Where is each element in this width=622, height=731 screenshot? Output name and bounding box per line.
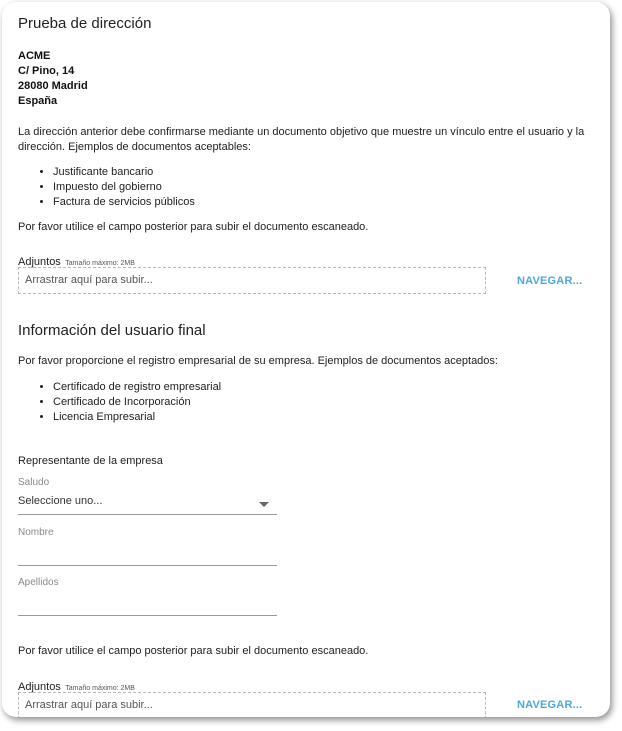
enduser-upload-note: Por favor utilice el campo posterior para subir el documento escaneado. bbox=[18, 645, 369, 657]
salutation-value: Seleccione uno... bbox=[18, 495, 103, 507]
address-block bbox=[18, 49, 88, 109]
last-name-field[interactable] bbox=[18, 597, 277, 616]
max-size-label: Tamaño máximo: 2MB bbox=[65, 685, 135, 692]
dropzone-placeholder: Arrastrar aquí para subir... bbox=[25, 274, 153, 286]
last-name-label: Apellidos bbox=[18, 577, 59, 588]
proof-browse-button[interactable]: NAVEGAR... bbox=[517, 275, 583, 287]
chevron-down-icon bbox=[259, 502, 269, 507]
proof-section-title: Prueba de dirección bbox=[18, 15, 152, 32]
first-name-label: Nombre bbox=[18, 527, 54, 538]
representative-heading: Representante de la empresa bbox=[18, 455, 163, 467]
proof-dropzone[interactable] bbox=[18, 267, 486, 294]
form-card bbox=[2, 2, 610, 717]
dropzone-placeholder: Arrastrar aquí para subir... bbox=[25, 699, 153, 711]
proof-upload-note: Por favor utilice el campo posterior para subir el documento escaneado. bbox=[18, 221, 369, 233]
list-item: • Licencia Empresarial bbox=[53, 410, 221, 425]
attachments-label: Adjuntos bbox=[18, 256, 61, 268]
address-line: C/ Pino, 14 bbox=[18, 65, 75, 77]
list-item: • Justificante bancario bbox=[53, 165, 195, 180]
list-item: • Certificado de Incorporación bbox=[53, 395, 221, 410]
enduser-section-title: Información del usuario final bbox=[18, 322, 206, 339]
list-item: • Factura de servicios públicos bbox=[53, 195, 195, 210]
enduser-description: Por favor proporcione el registro empresarial de su empresa. Ejemplos de documentos aceptados: bbox=[18, 355, 498, 367]
first-name-field[interactable] bbox=[18, 547, 277, 566]
salutation-label: Saludo bbox=[18, 477, 50, 488]
salutation-select[interactable] bbox=[18, 495, 277, 515]
enduser-browse-button[interactable]: NAVEGAR... bbox=[517, 699, 583, 711]
enduser-dropzone[interactable] bbox=[18, 692, 486, 717]
list-item: • Certificado de registro empresarial bbox=[53, 380, 221, 395]
max-size-label: Tamaño máximo: 2MB bbox=[65, 260, 135, 267]
address-line: ACME bbox=[18, 50, 51, 62]
enduser-doc-list bbox=[18, 380, 221, 425]
address-line: España bbox=[18, 95, 58, 107]
attachments-label: Adjuntos bbox=[18, 681, 61, 693]
proof-doc-list bbox=[18, 165, 195, 210]
list-item: • Impuesto del gobierno bbox=[53, 180, 195, 195]
address-line: 28080 Madrid bbox=[18, 80, 88, 92]
proof-description: La dirección anterior debe confirmarse mediante un documento objetivo que muestre un vínculo entre el usuario y la dirección. Ejemplos de documentos aceptables: bbox=[18, 126, 585, 153]
